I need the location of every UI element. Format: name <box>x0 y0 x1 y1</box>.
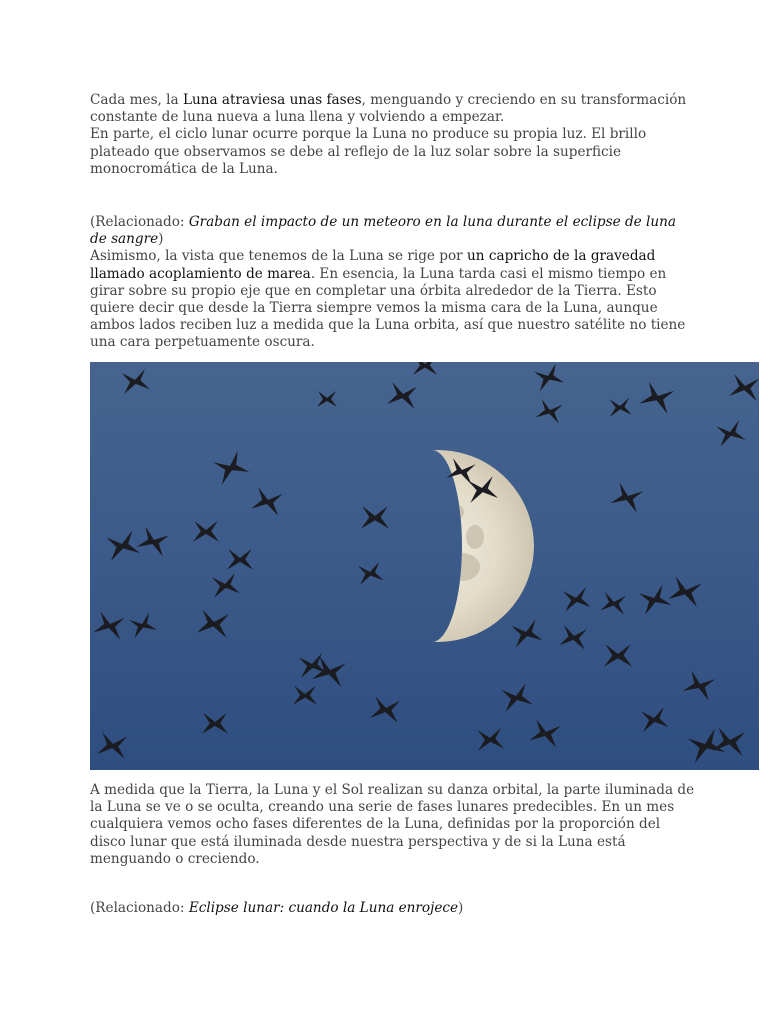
link-lunar-phases[interactable]: Luna atraviesa unas fases <box>182 92 362 108</box>
related-prefix: (Relacionado: <box>90 900 189 916</box>
related-suffix: ) <box>458 900 464 916</box>
related-title-meteor[interactable]: Graban el impacto de un meteoro en la luna durante el eclipse de luna de sangre <box>90 214 676 248</box>
paragraph-tidal-locking <box>90 248 690 351</box>
paragraph-phases <box>90 92 690 126</box>
related-link-eclipse-wrap <box>90 900 700 917</box>
related-link-eclipse <box>90 900 700 917</box>
moon-crescent <box>342 450 534 642</box>
moon-birds-photo <box>90 362 759 770</box>
article-body-continued <box>90 782 700 868</box>
text-segment: . En esencia, la Luna tarda casi el mismo tiempo en girar sobre su propio eje que en completar una órbita alrededor de la Tierra. Esto quiere decir que desde la Tierra siempre vemos la misma cara de la Luna, aunque ambos lados reciben luz a medida que la Luna orbita, así que nuestro satélite no tiene una cara perpetuamente oscura. <box>90 265 686 351</box>
related-title-eclipse[interactable]: Eclipse lunar: cuando la Luna enrojece <box>188 900 459 916</box>
related-link-meteor <box>90 214 690 248</box>
article-body <box>90 92 690 352</box>
text-segment: Asimismo, la vista que tenemos de la Luna se rige por <box>90 248 468 265</box>
link-tidal-locking[interactable]: un capricho de la gravedad llamado acoplamiento de marea <box>90 248 656 282</box>
related-prefix: (Relacionado: <box>90 214 189 231</box>
related-suffix: ) <box>158 231 164 248</box>
text-segment: Cada mes, la <box>90 92 183 108</box>
text-segment: , menguando y creciendo en su transformación constante de luna nueva a luna llena y volviendo a empezar. <box>90 92 687 126</box>
paragraph-lunar-cycle: En parte, el ciclo lunar ocurre porque la Luna no produce su propia luz. El brillo plateado que observamos se debe al reflejo de la luz solar sobre la superficie monocromática de la Luna. <box>90 126 647 177</box>
paragraph-orbital-dance: A medida que la Tierra, la Luna y el Sol realizan su danza orbital, la parte iluminada de la Luna se ve o se oculta, creando una serie de fases lunares predecibles. En un mes cualquiera vemos ocho fases diferentes de la Luna, definidas por la proporción del disco lunar que está iluminada desde nuestra perspectiva y de si la Luna está menguando o creciendo. <box>90 782 695 867</box>
